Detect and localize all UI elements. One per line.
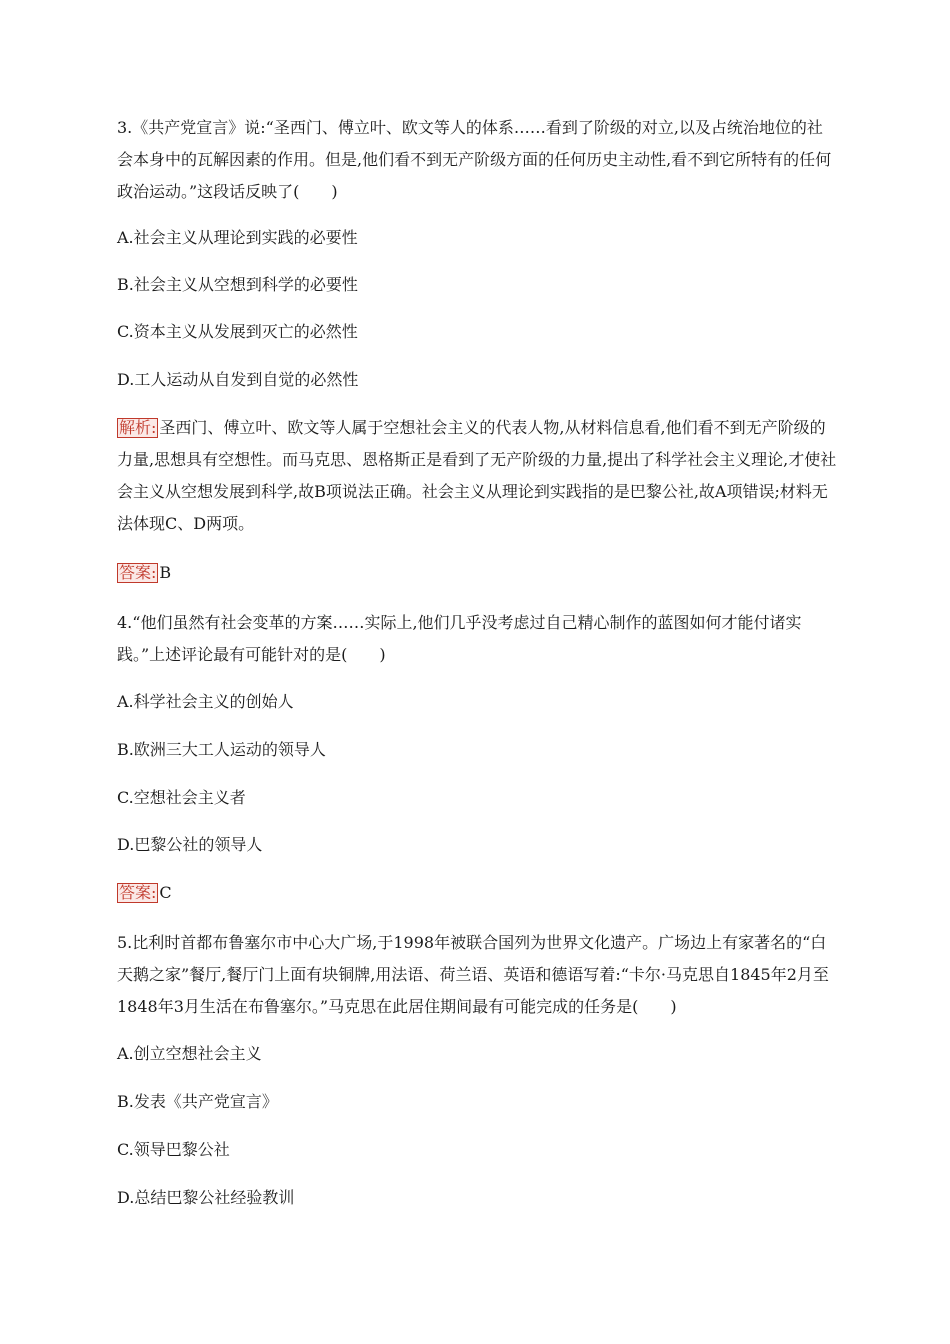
- question-3-answer: [117, 557, 171, 589]
- question-3-stem: 3.《共产党宣言》说:“圣西门、傅立叶、欧文等人的体系……看到了阶级的对立,以及占统治地位的社会本身中的瓦解因素的作用。但是,他们看不到无产阶级方面的任何历史主动性,看不到它所特有的任何政治运动。”这段话反映了( ): [117, 118, 832, 201]
- question-3-option-a: A.社会主义从理论到实践的必要性: [117, 228, 358, 247]
- question-4-option-b: B.欧洲三大工人运动的领导人: [117, 740, 326, 759]
- question-3-analysis: [117, 412, 837, 540]
- question-5-option-d: D.总结巴黎公社经验教训: [117, 1188, 295, 1207]
- question-4-answer: [117, 877, 172, 909]
- question-4-stem: 4.“他们虽然有社会变革的方案……实际上,他们几乎没考虑过自己精心制作的蓝图如何才能付诸实践。”上述评论最有可能针对的是( ): [117, 613, 802, 664]
- answer-label: 答案:: [119, 563, 157, 582]
- analysis-text: 圣西门、傅立叶、欧文等人属于空想社会主义的代表人物,从材料信息看,他们看不到无产阶级的力量,思想具有空想性。而马克思、恩格斯正是看到了无产阶级的力量,提出了科学社会主义理论,才使社会主义从空想发展到科学,故B项说法正确。社会主义从理论到实践指的是巴黎公社,故A项错误;材料无法体现C、D两项。: [117, 418, 837, 533]
- question-4-option-a: A.科学社会主义的创始人: [117, 692, 294, 711]
- question-4-option-c: C.空想社会主义者: [117, 788, 246, 807]
- question-3-option-b: B.社会主义从空想到科学的必要性: [117, 275, 358, 294]
- question-5-stem: 5.比利时首都布鲁塞尔市中心大广场,于1998年被联合国列为世界文化遗产。广场边上有家著名的“白天鹅之家”餐厅,餐厅门上面有块铜牌,用法语、荷兰语、英语和德语写着:“卡尔·马克思自1845年2月至1848年3月生活在布鲁塞尔。”马克思在此居住期间最有可能完成的任务是( ): [117, 933, 829, 1016]
- question-4-option-d: D.巴黎公社的领导人: [117, 835, 263, 854]
- question-3-option-d: D.工人运动从自发到自觉的必然性: [117, 370, 359, 389]
- answer-value: C: [159, 883, 172, 902]
- question-5-option-b: B.发表《共产党宣言》: [117, 1092, 278, 1111]
- question-5-option-c: C.领导巴黎公社: [117, 1140, 230, 1159]
- answer-value: B: [159, 563, 172, 582]
- answer-label: 答案:: [119, 883, 157, 902]
- question-3-option-c: C.资本主义从发展到灭亡的必然性: [117, 322, 358, 341]
- analysis-label: 解析:: [119, 418, 157, 437]
- question-5-option-a: A.创立空想社会主义: [117, 1044, 262, 1063]
